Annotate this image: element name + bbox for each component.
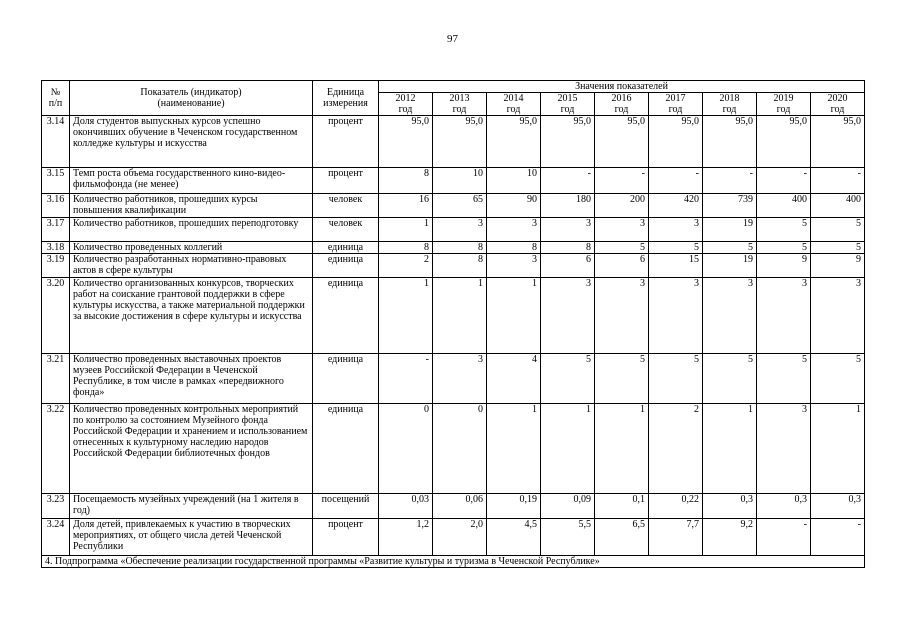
indicator-value: 2 — [379, 254, 433, 278]
indicator-value: 3 — [595, 218, 649, 242]
indicator-value: 0 — [433, 404, 487, 494]
indicator-unit: человек — [313, 194, 379, 218]
indicator-value: 5 — [703, 242, 757, 254]
indicator-value: 5 — [757, 242, 811, 254]
indicator-unit: процент — [313, 168, 379, 194]
indicator-value: 3 — [433, 354, 487, 404]
header-unit: Единица измерения — [313, 81, 379, 116]
indicator-value: 9 — [757, 254, 811, 278]
indicator-value: 90 — [487, 194, 541, 218]
indicator-name: Количество проведенных коллегий — [70, 242, 313, 254]
indicator-name: Количество проведенных контрольных мероприятий по контролю за состоянием Музейного фонда Российской Федерации и хранением и использованием отнесенных к культурному наследию народов Российской Федерации библиотечных фондов — [70, 404, 313, 494]
indicator-value: - — [541, 168, 595, 194]
indicator-value: 16 — [379, 194, 433, 218]
indicator-name: Темп роста объема государственного кино-видео-фильмофонда (не менее) — [70, 168, 313, 194]
indicator-value: 5 — [757, 354, 811, 404]
row-number: 3.19 — [42, 254, 70, 278]
indicator-value: 10 — [487, 168, 541, 194]
indicator-value: 1 — [379, 218, 433, 242]
header-year: 2014 год — [487, 93, 541, 116]
indicator-value: - — [757, 519, 811, 556]
indicator-value: 95,0 — [433, 116, 487, 168]
table-row — [42, 404, 865, 494]
indicator-name: Количество проведенных выставочных проектов музеев Российской Федерации в Чеченской Республике, в том числе в рамках «передвижного фонда» — [70, 354, 313, 404]
header-year: 2013 год — [433, 93, 487, 116]
indicator-value: 3 — [487, 218, 541, 242]
header-num: № п/п — [42, 81, 70, 116]
indicator-value: 3 — [811, 278, 865, 354]
indicator-value: 5 — [595, 354, 649, 404]
indicator-value: - — [379, 354, 433, 404]
indicator-value: 3 — [541, 218, 595, 242]
indicator-value: 0,03 — [379, 494, 433, 519]
indicator-value: 5 — [595, 242, 649, 254]
indicator-value: 1 — [433, 278, 487, 354]
indicator-value: 0,22 — [649, 494, 703, 519]
indicator-value: 5 — [811, 218, 865, 242]
indicator-value: 8 — [379, 168, 433, 194]
indicator-value: 3 — [649, 278, 703, 354]
indicator-value: 1 — [541, 404, 595, 494]
header-indicator: Показатель (индикатор) (наименование) — [70, 81, 313, 116]
indicator-value: 2 — [649, 404, 703, 494]
indicator-unit: единица — [313, 254, 379, 278]
indicator-name: Количество разработанных нормативно-правовых актов в сфере культуры — [70, 254, 313, 278]
row-number: 3.24 — [42, 519, 70, 556]
indicator-value: 5 — [703, 354, 757, 404]
indicator-value: 4,5 — [487, 519, 541, 556]
table-row — [42, 278, 865, 354]
indicator-value: 1 — [487, 278, 541, 354]
indicator-value: 5 — [649, 242, 703, 254]
indicator-value: 0,1 — [595, 494, 649, 519]
indicator-value: 3 — [703, 278, 757, 354]
row-number: 3.16 — [42, 194, 70, 218]
subprogram-title: 4. Подпрограмма «Обеспечение реализации государственной программы «Развитие культуры и туризма в Чеченской Республике» — [42, 556, 865, 568]
header-year: 2018 год — [703, 93, 757, 116]
indicator-value: 3 — [487, 254, 541, 278]
indicator-value: 9,2 — [703, 519, 757, 556]
indicator-value: 95,0 — [649, 116, 703, 168]
indicator-value: 420 — [649, 194, 703, 218]
indicator-value: 95,0 — [757, 116, 811, 168]
indicator-value: 1,2 — [379, 519, 433, 556]
table-row — [42, 254, 865, 278]
header-year: 2020 год — [811, 93, 865, 116]
indicator-value: 95,0 — [703, 116, 757, 168]
indicator-value: 0,09 — [541, 494, 595, 519]
indicator-value: - — [595, 168, 649, 194]
indicator-value: 6 — [541, 254, 595, 278]
table-row — [42, 242, 865, 254]
indicator-name: Количество организованных конкурсов, творческих работ на соискание грантовой поддержки в сфере культуры искусства, а также материальной поддержки за высокие достижения в сфере культуры и искусства — [70, 278, 313, 354]
indicator-value: 1 — [811, 404, 865, 494]
row-number: 3.18 — [42, 242, 70, 254]
indicator-name: Доля детей, привлекаемых к участию в творческих мероприятиях, от общего числа детей Чеченской Республики — [70, 519, 313, 556]
indicator-value: 200 — [595, 194, 649, 218]
indicator-value: 0,3 — [757, 494, 811, 519]
indicator-unit: единица — [313, 404, 379, 494]
indicator-value: 95,0 — [595, 116, 649, 168]
indicator-value: - — [649, 168, 703, 194]
indicator-value: - — [811, 168, 865, 194]
indicator-value: 8 — [541, 242, 595, 254]
indicator-value: 95,0 — [541, 116, 595, 168]
indicator-value: 3 — [595, 278, 649, 354]
header-year: 2017 год — [649, 93, 703, 116]
indicator-unit: единица — [313, 278, 379, 354]
indicator-value: 5 — [541, 354, 595, 404]
indicator-value: 400 — [811, 194, 865, 218]
indicator-name: Посещаемость музейных учреждений (на 1 жителя в год) — [70, 494, 313, 519]
table-row — [42, 168, 865, 194]
indicator-value: 3 — [541, 278, 595, 354]
indicator-value: 8 — [433, 254, 487, 278]
indicator-value: 0,19 — [487, 494, 541, 519]
indicator-unit: процент — [313, 116, 379, 168]
indicator-value: 5,5 — [541, 519, 595, 556]
indicator-name: Доля студентов выпускных курсов успешно окончивших обучение в Чеченском государственном колледже культуры и искусства — [70, 116, 313, 168]
indicator-unit: единица — [313, 354, 379, 404]
indicator-value: 1 — [379, 278, 433, 354]
indicator-unit: единица — [313, 242, 379, 254]
indicator-value: 8 — [379, 242, 433, 254]
indicator-value: 180 — [541, 194, 595, 218]
indicator-unit: посещений — [313, 494, 379, 519]
header-year: 2016 год — [595, 93, 649, 116]
indicator-value: 6 — [595, 254, 649, 278]
indicator-value: 8 — [433, 242, 487, 254]
header-year: 2019 год — [757, 93, 811, 116]
indicator-value: 0,3 — [811, 494, 865, 519]
table-row — [42, 218, 865, 242]
indicator-value: 3 — [757, 278, 811, 354]
indicator-value: 5 — [811, 242, 865, 254]
indicator-unit: человек — [313, 218, 379, 242]
indicator-value: 5 — [757, 218, 811, 242]
indicator-value: 400 — [757, 194, 811, 218]
indicator-value: 19 — [703, 254, 757, 278]
indicator-value: 9 — [811, 254, 865, 278]
row-number: 3.17 — [42, 218, 70, 242]
indicators-table — [41, 80, 865, 568]
row-number: 3.20 — [42, 278, 70, 354]
indicator-value: 739 — [703, 194, 757, 218]
subprogram-row — [42, 556, 865, 568]
indicator-value: 8 — [487, 242, 541, 254]
indicator-name: Количество работников, прошедших курсы повышения квалификации — [70, 194, 313, 218]
indicator-value: 3 — [433, 218, 487, 242]
page-number: 97 — [447, 33, 458, 45]
indicator-value: 0,3 — [703, 494, 757, 519]
table-row — [42, 116, 865, 168]
row-number: 3.15 — [42, 168, 70, 194]
indicator-value: 5 — [811, 354, 865, 404]
indicator-value: 95,0 — [379, 116, 433, 168]
indicator-value: 4 — [487, 354, 541, 404]
row-number: 3.14 — [42, 116, 70, 168]
indicator-value: 3 — [649, 218, 703, 242]
indicator-unit: процент — [313, 519, 379, 556]
header-year: 2015 год — [541, 93, 595, 116]
indicator-value: 65 — [433, 194, 487, 218]
indicator-value: 95,0 — [487, 116, 541, 168]
indicator-value: 0 — [379, 404, 433, 494]
indicator-value: 7,7 — [649, 519, 703, 556]
table-row — [42, 519, 865, 556]
indicator-value: 1 — [595, 404, 649, 494]
indicator-value: - — [757, 168, 811, 194]
row-number: 3.21 — [42, 354, 70, 404]
row-number: 3.23 — [42, 494, 70, 519]
indicator-value: 6,5 — [595, 519, 649, 556]
indicator-value: - — [811, 519, 865, 556]
table-row — [42, 194, 865, 218]
indicator-name: Количество работников, прошедших переподготовку — [70, 218, 313, 242]
table-row — [42, 494, 865, 519]
indicator-value: 10 — [433, 168, 487, 194]
indicator-value: - — [703, 168, 757, 194]
indicator-value: 19 — [703, 218, 757, 242]
indicator-value: 1 — [487, 404, 541, 494]
indicator-value: 2,0 — [433, 519, 487, 556]
table-row — [42, 354, 865, 404]
indicator-value: 15 — [649, 254, 703, 278]
header-year: 2012 год — [379, 93, 433, 116]
indicator-value: 0,06 — [433, 494, 487, 519]
indicator-value: 95,0 — [811, 116, 865, 168]
indicator-value: 3 — [757, 404, 811, 494]
indicator-value: 5 — [649, 354, 703, 404]
row-number: 3.22 — [42, 404, 70, 494]
indicator-value: 1 — [703, 404, 757, 494]
header-values-group: Значения показателей — [379, 81, 865, 93]
